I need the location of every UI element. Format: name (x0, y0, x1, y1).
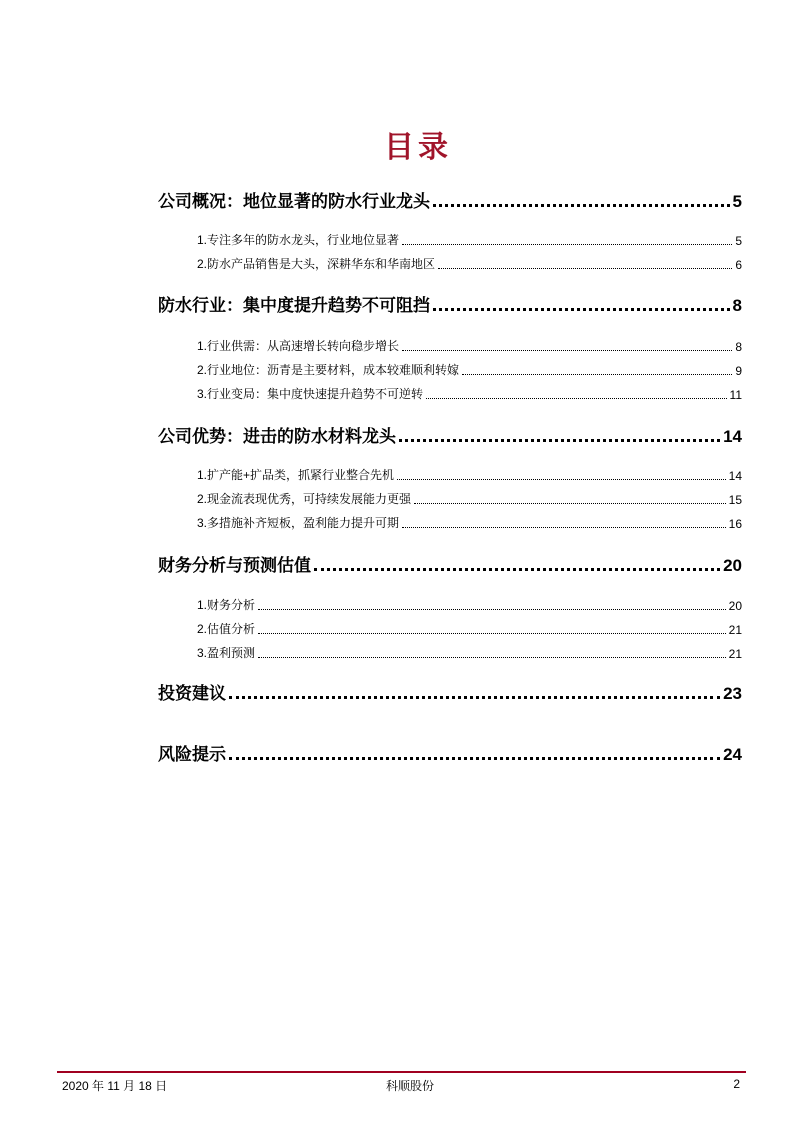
toc-entry[interactable] (158, 190, 742, 212)
toc-entry[interactable] (197, 597, 742, 613)
toc-entry-label: 3.多措施补齐短板，盈利能力提升可期 (197, 516, 400, 530)
toc-entry-label: 1.专注多年的防水龙头，行业地位显著 (197, 233, 400, 247)
dot-leader (462, 374, 732, 375)
dot-leader (229, 757, 720, 760)
dot-leader (402, 350, 732, 351)
dot-leader (433, 308, 730, 311)
toc-entry-label: 1.财务分析 (197, 598, 256, 612)
dot-leader (438, 268, 732, 269)
toc-entry[interactable] (197, 338, 742, 354)
toc-entry-label: 财务分析与预测估值 (158, 556, 311, 575)
toc-entry[interactable] (197, 386, 742, 402)
footer-divider (57, 1071, 746, 1073)
footer-page-number: 2 (733, 1077, 740, 1091)
dot-leader (426, 398, 727, 399)
toc-entry[interactable] (197, 467, 742, 483)
footer-company: 科顺股份 (386, 1079, 435, 1093)
toc-entry-label: 防水行业：集中度提升趋势不可阻挡 (158, 296, 430, 315)
toc-entry-label: 1.行业供需：从高速增长转向稳步增长 (197, 339, 400, 353)
toc-entry[interactable] (158, 294, 742, 316)
toc-entry[interactable] (197, 515, 742, 531)
toc-entry-label: 风险提示 (158, 745, 226, 764)
toc-entry-label: 3.行业变局：集中度快速提升趋势不可逆转 (197, 387, 424, 401)
toc-entry[interactable] (158, 682, 742, 704)
toc-entry-page: 14 (728, 469, 742, 483)
toc-entry-page: 8 (735, 340, 742, 354)
toc-entry-label: 公司优势：进击的防水材料龙头 (158, 427, 396, 446)
toc-entry-page: 5 (735, 234, 742, 248)
toc-entry-label: 1.扩产能+扩品类，抓紧行业整合先机 (197, 468, 395, 482)
toc-entry-page: 24 (723, 745, 742, 764)
toc-entry-page: 11 (729, 388, 742, 402)
toc-entry[interactable] (197, 491, 742, 507)
toc-entry-label: 公司概况：地位显著的防水行业龙头 (158, 192, 430, 211)
dot-leader (414, 503, 726, 504)
toc-entry-page: 8 (732, 296, 742, 315)
toc-entry-page: 6 (735, 258, 742, 272)
page-title: 目录 (384, 130, 452, 165)
dot-leader (314, 568, 720, 571)
dot-leader (402, 244, 732, 245)
toc-entry-label: 投资建议 (158, 684, 226, 703)
toc-entry-label: 2.行业地位：沥青是主要材料，成本较难顺利转嫁 (197, 363, 460, 377)
toc-entry-label: 2.防水产品销售是大头，深耕华东和华南地区 (197, 257, 436, 271)
toc-entry-page: 21 (728, 623, 742, 637)
toc-entry[interactable] (158, 554, 742, 576)
toc-entry-page: 5 (732, 192, 742, 211)
footer-date: 2020 年 11 月 18 日 (62, 1079, 168, 1093)
toc-entry-page: 20 (723, 556, 742, 575)
toc-entry[interactable] (197, 256, 742, 272)
toc-entry[interactable] (197, 645, 742, 661)
dot-leader (258, 633, 726, 634)
dot-leader (229, 696, 720, 699)
toc-entry[interactable] (197, 362, 742, 378)
toc-entry-page: 23 (723, 684, 742, 703)
dot-leader (399, 439, 720, 442)
dot-leader (258, 609, 726, 610)
dot-leader (258, 657, 726, 658)
toc-entry-label: 2.估值分析 (197, 622, 256, 636)
toc-entry-page: 14 (723, 427, 742, 446)
dot-leader (402, 527, 726, 528)
toc-entry[interactable] (158, 743, 742, 765)
dot-leader (397, 479, 726, 480)
toc-entry-page: 21 (728, 647, 742, 661)
toc-entry[interactable] (197, 232, 742, 248)
toc-entry-page: 20 (728, 599, 742, 613)
toc-entry[interactable] (197, 621, 742, 637)
toc-entry-label: 2.现金流表现优秀，可持续发展能力更强 (197, 492, 412, 506)
toc-entry-label: 3.盈利预测 (197, 646, 256, 660)
toc-entry[interactable] (158, 425, 742, 447)
dot-leader (433, 204, 730, 207)
toc-entry-page: 16 (728, 517, 742, 531)
toc-entry-page: 9 (735, 364, 742, 378)
toc-entry-page: 15 (728, 493, 742, 507)
